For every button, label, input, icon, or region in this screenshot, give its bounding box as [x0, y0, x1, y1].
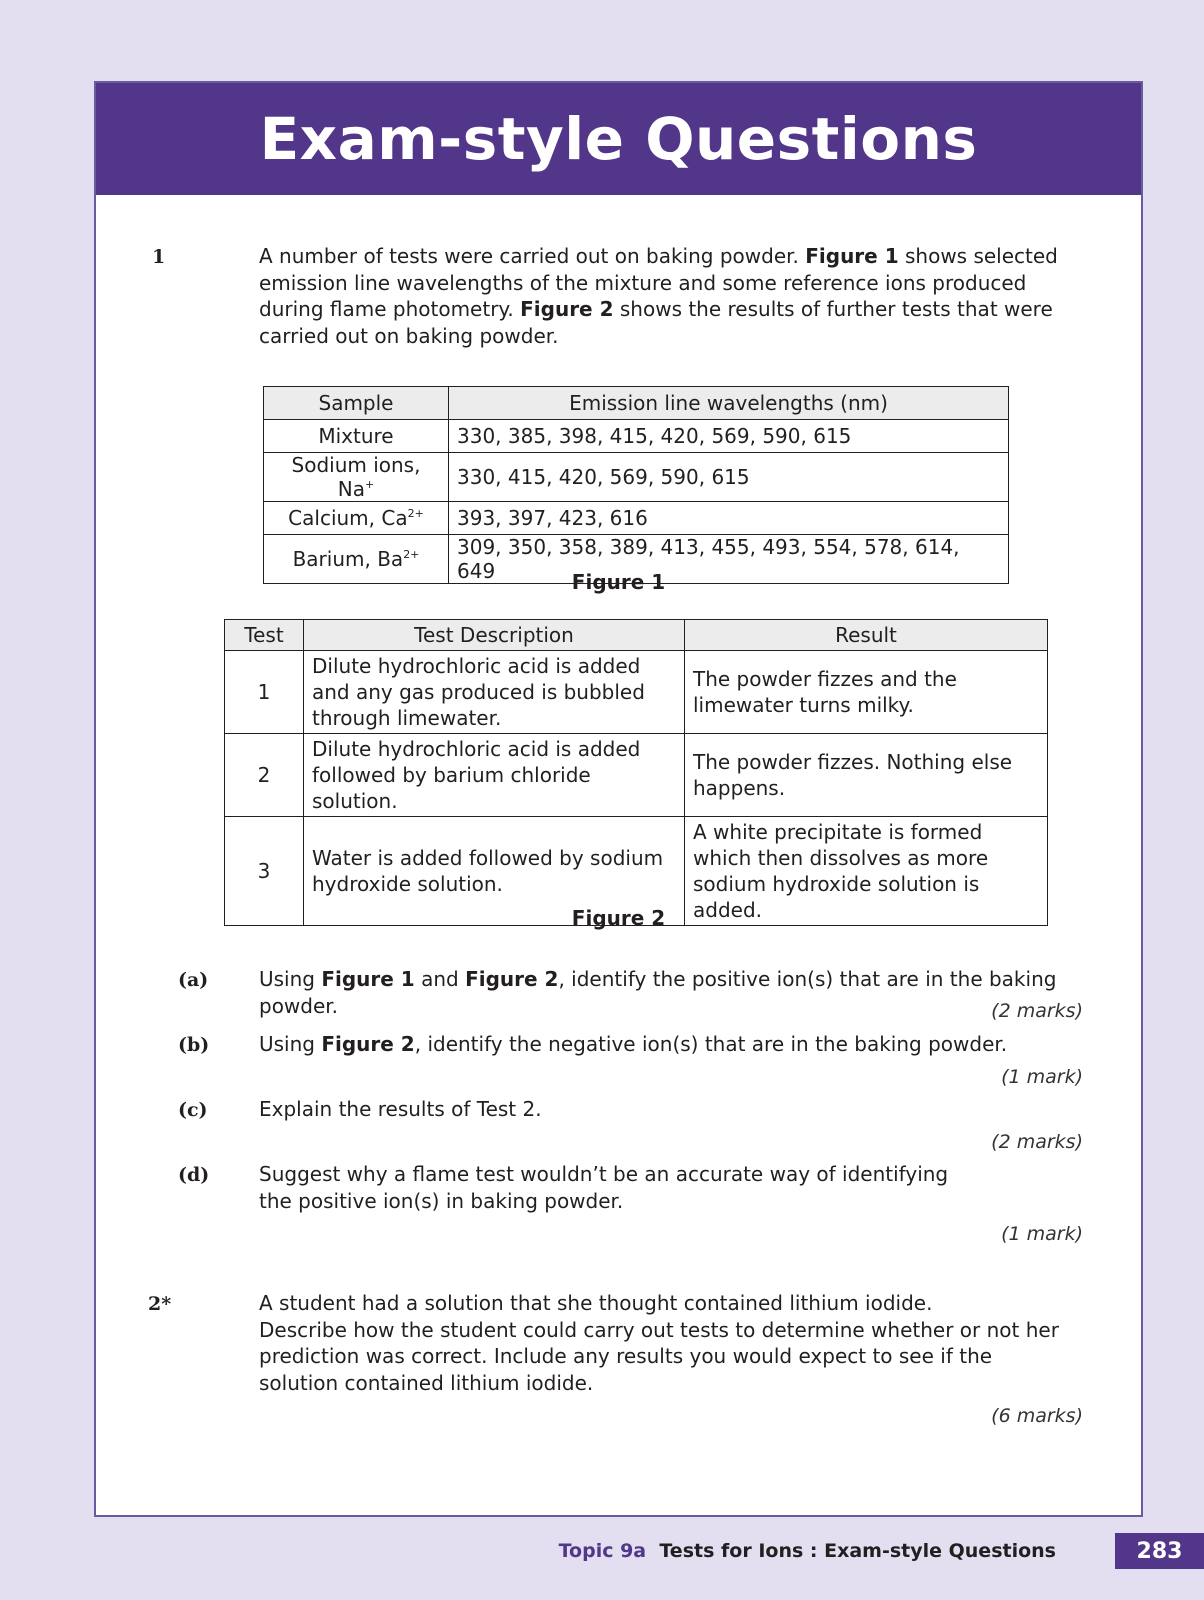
- figure-2-caption: Figure 2: [571, 906, 666, 930]
- page-panel: [94, 81, 1143, 1517]
- part-a-text: Using Figure 1 and Figure 2, identify the positive ion(s) that are in the baking powder.: [259, 967, 1057, 1018]
- footer-topic: Topic 9a: [558, 1540, 647, 1562]
- part-d-marks: (1 mark): [1001, 1223, 1083, 1245]
- part-c-label: (c): [178, 1099, 208, 1121]
- question-2-marks: (6 marks): [991, 1405, 1083, 1427]
- test-number-cell: 1: [225, 651, 304, 734]
- part-c-text: Explain the results of Test 2.: [259, 1097, 542, 1121]
- sample-cell: Sodium ions, Na+: [264, 453, 449, 502]
- test-result-cell: The powder fizzes. Nothing else happens.: [685, 734, 1048, 817]
- question-1-number: 1: [152, 246, 166, 268]
- column-header-description: Test Description: [304, 620, 685, 651]
- sample-cell: Barium, $Ba^{2+}$: [264, 535, 449, 584]
- part-c-marks: (2 marks): [991, 1131, 1083, 1153]
- table-row: [264, 502, 1009, 535]
- table-row: [264, 453, 1009, 502]
- wavelengths-cell: 309, 350, 358, 389, 413, 455, 493, 554, 578, 614, 649: [449, 535, 1009, 584]
- part-a-label: (a): [178, 969, 209, 991]
- test-number-cell: 3: [225, 817, 304, 926]
- column-header-test: Test: [225, 620, 304, 651]
- table-row: [225, 734, 1048, 817]
- test-description-cell: Dilute hydrochloric acid is added and any gas produced is bubbled through limewater.: [304, 651, 685, 734]
- table-row: [264, 420, 1009, 453]
- table-header-row: [264, 387, 1009, 420]
- table-row: [225, 651, 1048, 734]
- test-number-cell: 2: [225, 734, 304, 817]
- page-footer: [559, 1540, 1056, 1562]
- question-2-text: A student had a solution that she thought contained lithium iodide. Describe how the student could carry out tests to determine whether or not her prediction was correct. Include any results you would expect to see if the solution contained lithium iodide.: [259, 1291, 1059, 1395]
- question-2-number: 2*: [148, 1293, 172, 1315]
- part-b-text: Using Figure 2, identify the negative ion(s) that are in the baking powder.: [259, 1032, 1008, 1056]
- test-description-cell: Dilute hydrochloric acid is added followed by barium chloride solution.: [304, 734, 685, 817]
- test-result-cell: A white precipitate is formed which then dissolves as more sodium hydroxide solution is added.: [685, 817, 1048, 926]
- part-b-marks: (1 mark): [1001, 1066, 1083, 1088]
- figure-1-caption: Figure 1: [571, 570, 666, 594]
- wavelengths-cell: 330, 385, 398, 415, 420, 569, 590, 615: [449, 420, 1009, 453]
- part-d-text: Suggest why a flame test wouldn’t be an accurate way of identifying the positive ion(s) in baking powder.: [259, 1162, 949, 1213]
- column-header-sample: Sample: [264, 387, 449, 420]
- table-header-row: [225, 620, 1048, 651]
- page-title: Exam-style Questions: [96, 83, 1141, 195]
- column-header-result: Result: [685, 620, 1048, 651]
- question-1-intro: A number of tests were carried out on baking powder. Figure 1 shows selected emission line wavelengths of the mixture and some reference ions produced during flame photometry. Figure 2 shows the results of further tests that were carried out on baking powder.: [259, 244, 1058, 348]
- test-description-cell: Water is added followed by sodium hydroxide solution.: [304, 817, 685, 926]
- test-result-cell: The powder fizzes and the limewater turns milky.: [685, 651, 1048, 734]
- part-b-label: (b): [178, 1034, 210, 1056]
- wavelengths-cell: 330, 415, 420, 569, 590, 615: [449, 453, 1009, 502]
- wavelengths-cell: 393, 397, 423, 616: [449, 502, 1009, 535]
- part-d-label: (d): [178, 1164, 210, 1186]
- page-number: 283: [1115, 1533, 1204, 1569]
- figure-1-table: [263, 386, 1009, 584]
- sample-cell: Calcium, $Ca^{2+}$: [264, 502, 449, 535]
- column-header-wavelengths: Emission line wavelengths (nm): [449, 387, 1009, 420]
- sample-cell: Mixture: [264, 420, 449, 453]
- part-a-marks: (2 marks): [991, 1000, 1083, 1022]
- footer-title: Tests for Ions : Exam-style Questions: [659, 1540, 1056, 1562]
- figure-2-table: [224, 619, 1048, 926]
